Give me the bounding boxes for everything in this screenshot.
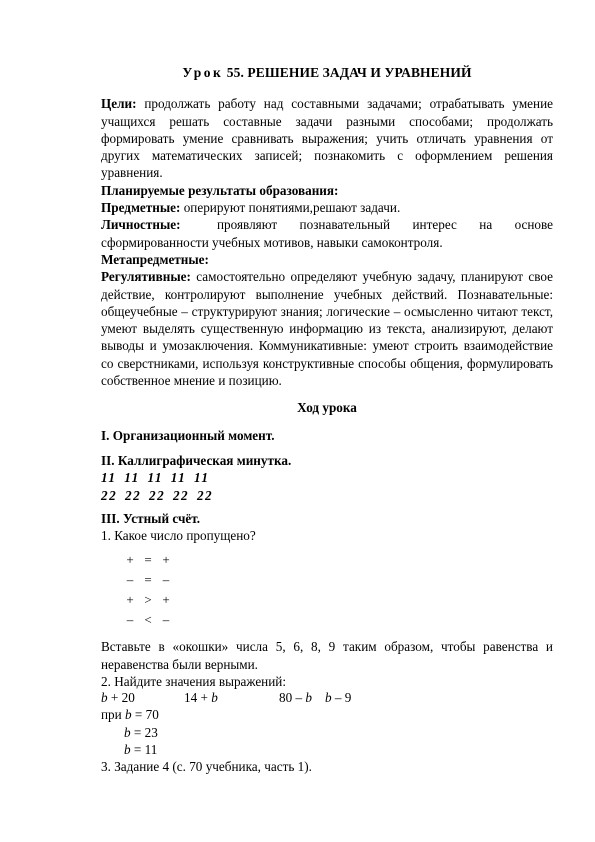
sign: –	[162, 612, 170, 628]
calligraphy-row-1: 11 11 11 11 11	[101, 470, 210, 486]
sign: =	[144, 572, 152, 588]
insert-instruction: Вставьте в «окошки» числа 5, 6, 8, 9 таким образом, чтобы равенства и неравенства были верными.	[101, 639, 553, 672]
signs-row	[121, 570, 553, 590]
sign: –	[162, 572, 170, 588]
value: b = 70	[125, 707, 159, 723]
sign: +	[126, 552, 134, 568]
when-label: при	[101, 707, 122, 723]
page-title	[101, 64, 553, 81]
goals-paragraph	[101, 95, 553, 181]
sign: =	[144, 552, 152, 568]
value-line-1	[101, 706, 553, 723]
subject-results	[101, 199, 553, 216]
signs-grid	[101, 550, 553, 630]
section-organizational: I. Организационный момент.	[101, 427, 275, 443]
section-calligraphy: II. Каллиграфическая минутка.	[101, 452, 292, 468]
regulatory-text: самостоятельно определяют учебную задачу, планируют свое действие, контролируют выполнение учебных действий. Познавательные: общеучебные – структурируют знания; логические – осмысленно читают текст, умеют выделять существенную информацию из текста, анализируют, делают выводы и умозаключения. Коммуникативные: умеют строить взаимодействие со сверстниками, используя конструктивные способы общения, формулировать собственное мнение и позицию.	[101, 269, 553, 389]
sign: >	[144, 592, 152, 608]
title-prefix: Урок	[182, 65, 224, 80]
sign: –	[126, 612, 134, 628]
question-2: 2. Найдите значения выражений:	[101, 674, 287, 690]
value-line-3: b = 11	[124, 741, 158, 757]
personal-results	[101, 216, 553, 251]
signs-row	[121, 550, 553, 570]
subject-label: Предметные:	[101, 200, 181, 216]
goals-text: продолжать работу над составными задачами; отрабатывать умение учащихся решать составные задачи разными способами; продолжать формировать умение сравнивать выражения; учить отличать уравнения от других математических записей; познакомить с оформлением решения уравнения.	[101, 96, 553, 181]
section-oral-count: III. Устный счёт.	[101, 510, 201, 526]
sign: +	[162, 552, 170, 568]
personal-label: Личностные:	[101, 217, 181, 233]
regulatory-paragraph	[101, 268, 553, 389]
calligraphy-row-2: 22 22 22 22 22	[101, 487, 214, 503]
sign: –	[126, 572, 134, 588]
value-line-2: b = 23	[124, 724, 158, 740]
regulatory-label: Регулятивные:	[101, 269, 191, 285]
sign: <	[144, 612, 152, 628]
signs-row	[121, 590, 553, 610]
signs-row	[121, 610, 553, 630]
goals-label: Цели:	[101, 96, 137, 112]
subject-text: оперируют понятиями,решают задачи.	[183, 200, 401, 216]
document-page	[101, 64, 553, 776]
expression: b + 20	[101, 690, 135, 706]
title-rest: 55. РЕШЕНИЕ ЗАДАЧ И УРАВНЕНИЙ	[226, 65, 472, 80]
lesson-course-heading: Ход урока	[297, 400, 357, 416]
expression: b – 9	[325, 690, 352, 706]
expressions-row	[101, 690, 553, 706]
expression: 14 + b	[184, 690, 218, 706]
question-1: 1. Какое число пропущено?	[101, 528, 256, 544]
planned-results-heading: Планируемые результаты образования:	[101, 182, 339, 198]
sign: +	[126, 592, 134, 608]
meta-heading: Метапредметные:	[101, 251, 209, 267]
expression: 80 – b	[279, 690, 312, 706]
sign: +	[162, 592, 170, 608]
question-3: 3. Задание 4 (с. 70 учебника, часть 1).	[101, 759, 312, 775]
personal-text: проявляют познавательный интерес на основе сформированности учебных мотивов, навыки самоконтроля.	[101, 217, 554, 250]
